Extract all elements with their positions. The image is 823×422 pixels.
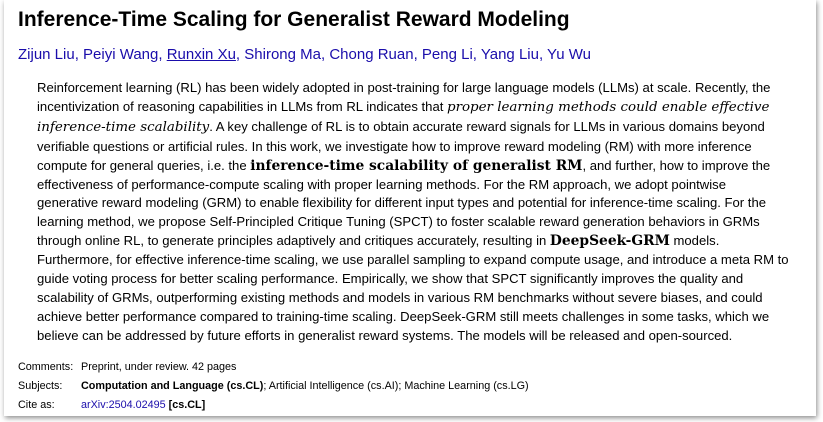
cite-row (18, 396, 529, 415)
author-link[interactable]: Peng Li (421, 46, 473, 63)
author-separator: , (538, 46, 548, 63)
author-list (18, 46, 591, 63)
arxiv-id-link[interactable]: arXiv:2504.02495 (81, 399, 166, 411)
comments-value: Preprint, under review. 42 pages (81, 361, 237, 373)
cite-category: [cs.CL] (168, 399, 206, 411)
abstract-bold: DeepSeek-GRM (549, 233, 670, 250)
subjects-row (18, 377, 529, 396)
author-link[interactable]: Peiyi Wang (83, 46, 159, 63)
abstract-segment: Reinforcement learning (RL) has been widely adopted in post-training for large language models (LLMs) at scale. Recently, the incentivization of reasoning capabilities in LLMs from RL indicates that (37, 80, 771, 114)
author-link[interactable]: Yang Liu (480, 46, 539, 63)
author-separator: , (74, 46, 84, 63)
author-separator: , (472, 46, 481, 63)
metadata-table (18, 358, 529, 415)
author-link[interactable]: Yu Wu (547, 46, 591, 63)
abstract-segment: models. Furthermore, for effective inference-time scaling, we use parallel sampling to expand compute usage, and introduce a meta RM to guide voting process for better scaling performance. Empirically, we show that SPCT significantly improves the quality and scalability of GRMs, outperforming existing methods and models in various RM benchmarks without severe biases, and could achieve better performance compared to training-time scaling. DeepSeek-GRM still meets challenges in some tasks, which we believe can be addressed by future efforts in generalist reward systems. The models will be released and open-sourced. (37, 233, 789, 343)
subjects-label: Subjects: (18, 380, 63, 392)
cite-label: Cite as: (18, 399, 55, 411)
author-link[interactable]: Zijun Liu (18, 46, 75, 63)
abstract-segment: . A key challenge of RL is to obtain accurate reward signals for LLMs in various domains beyond verifiable questions or artificial rules. In this work, we investigate how to improve reward modeling (RM) with more inference compute for general queries, i.e. the (37, 118, 765, 173)
cite-value (81, 396, 205, 415)
author-separator: , (320, 46, 330, 63)
subjects-value (81, 377, 529, 396)
paper-abstract-panel (4, 0, 816, 416)
author-link[interactable]: Chong Ruan (329, 46, 414, 63)
primary-subject: Computation and Language (cs.CL) (81, 380, 264, 392)
author-separator: , (235, 46, 245, 63)
comments-row (18, 358, 529, 377)
author-link[interactable]: Runxin Xu (166, 46, 236, 63)
author-separator: , (158, 46, 167, 63)
author-link[interactable]: Shirong Ma (244, 46, 321, 63)
other-subjects: ; Artificial Intelligence (cs.AI); Machine Learning (cs.LG) (263, 380, 529, 392)
abstract-emphasis: proper learning methods could enable effective inference-time scalability (37, 99, 770, 135)
abstract-text (37, 79, 789, 346)
author-separator: , (413, 46, 422, 63)
abstract-bold: inference-time scalability of generalist RM (250, 157, 583, 174)
comments-label: Comments: (18, 361, 74, 373)
paper-title: Inference-Time Scaling for Generalist Reward Modeling (18, 8, 570, 31)
abstract-segment: , and further, how to improve the effectiveness of performance-compute scaling with proper learning methods. For the RM approach, we adopt pointwise generative reward modeling (GRM) to enable flexibility for different input types and potential for inference-time scaling. For the learning method, we propose Self-Principled Critique Tuning (SPCT) to foster scalable reward generation behaviors in GRMs through online RL, to generate principles adaptively and critiques accurately, resulting in (37, 157, 771, 249)
